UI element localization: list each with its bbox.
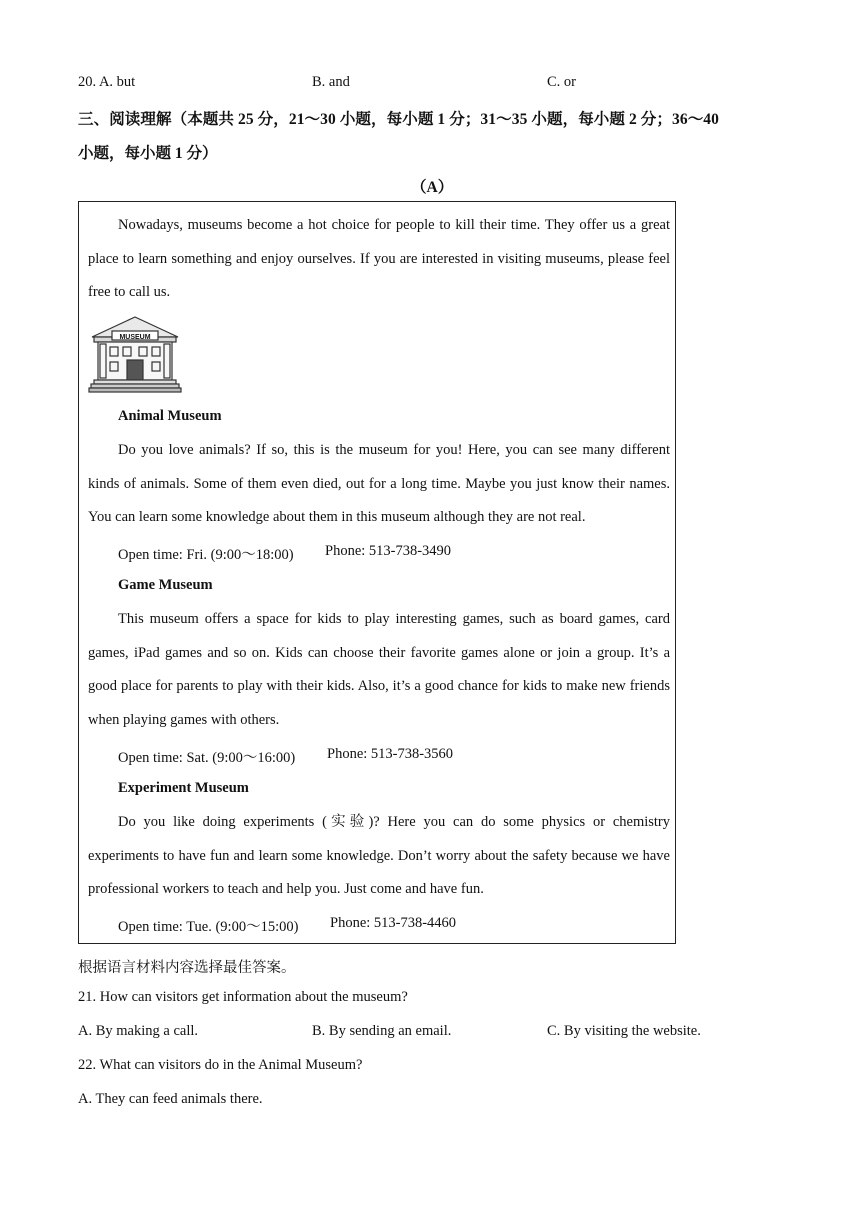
q20-option-a: 20. A. but (78, 74, 136, 90)
game-museum-body: This museum offers a space for kids to play interesting games, such as board games, card games, iPad games and so on. Kids can choose their favorite games alone or join a group. It’s a good place for parents to play with their kids. Also, it’s a good chance for kids to make new friends when playing games with others. (88, 611, 670, 729)
q21-option-a: A. By making a call. (78, 1023, 199, 1039)
passage-label: （A） (411, 179, 454, 196)
experiment-museum-body: Do you like doing experiments (实验)? Here you can do some physics or chemistry experiments to have fun and learn some knowledge. Don’t worry about the safety because we have professional workers to teach and help you. Just come and have fun. (88, 814, 670, 898)
q20-option-c: C. or (547, 74, 576, 90)
section-title-line1: 三、阅读理解（本题共 25 分，21～30 小题，每小题 1 分；31～35 小题，每小题 2 分；36～40 (78, 111, 720, 128)
animal-museum-open-time: Open time: Fri. (9:00～18:00) (118, 547, 294, 563)
museum-building-icon (88, 315, 182, 393)
q20-option-b: B. and (312, 74, 350, 90)
museum-sign-text: MUSEUM (119, 334, 151, 341)
game-museum-heading: Game Museum (118, 577, 213, 593)
experiment-museum-phone: Phone: 513-738-4460 (330, 915, 457, 931)
game-museum-phone: Phone: 513-738-3560 (327, 746, 454, 762)
animal-museum-phone: Phone: 513-738-3490 (325, 543, 452, 559)
animal-museum-heading: Animal Museum (118, 408, 222, 424)
q22-option-a: A. They can feed animals there. (78, 1091, 263, 1107)
passage-intro: Nowadays, museums become a hot choice for people to kill their time. They offer us a great place to learn something and enjoy ourselves. If you are interested in visiting museums, please feel free to call us. (88, 217, 670, 301)
q22-question: 22. What can visitors do in the Animal Museum? (78, 1057, 363, 1073)
experiment-museum-open-time: Open time: Tue. (9:00～15:00) (118, 919, 299, 935)
experiment-museum-heading: Experiment Museum (118, 780, 249, 796)
game-museum-open-time: Open time: Sat. (9:00～16:00) (118, 750, 296, 766)
q21-option-b: B. By sending an email. (312, 1023, 452, 1039)
instruction-text: 根据语言材料内容选择最佳答案。 (78, 960, 296, 976)
q21-question: 21. How can visitors get information about the museum? (78, 989, 408, 1005)
q21-option-c: C. By visiting the website. (547, 1023, 701, 1039)
section-title-line2: 小题，每小题 1 分） (78, 145, 218, 162)
passage-box (78, 201, 676, 944)
animal-museum-body: Do you love animals? If so, this is the museum for you! Here, you can see many different kinds of animals. Some of them even died, out for a long time. Maybe you just know their names. You can learn some knowledge about them in this museum although they are not real. (88, 442, 670, 526)
